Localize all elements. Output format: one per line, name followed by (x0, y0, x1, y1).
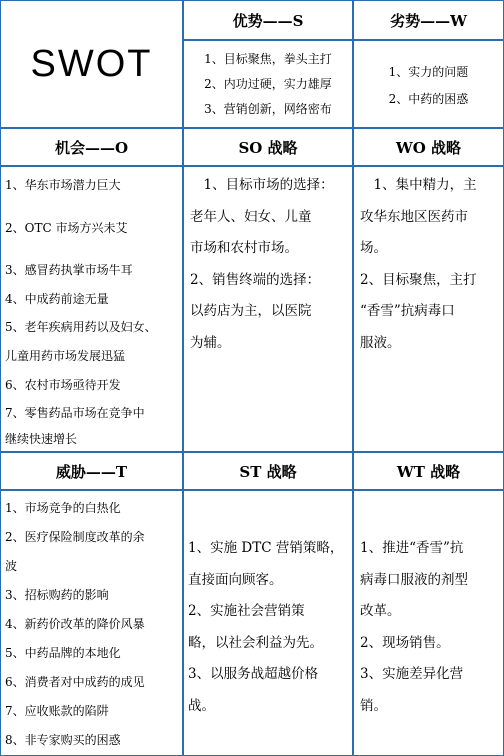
wo-line: 2、目标聚焦，主打 (360, 271, 477, 288)
wt-strategy-header (353, 452, 504, 490)
threat-item: 3、招标购药的影响 (5, 588, 109, 602)
st-line: 2、实施社会营销策 (188, 603, 305, 619)
so-line: 老年人、妇女、儿童 (190, 208, 312, 225)
st-line: 1、实施 DTC 营销策略， (188, 540, 344, 556)
strengths-header (183, 0, 353, 40)
so-line: 以药店为主，以医院 (190, 303, 312, 319)
threat-item: 7、应收账款的陷阱 (5, 704, 109, 718)
wo-line: “香雪”抗病毒口 (360, 303, 455, 319)
strength-item: 2、内功过硬，实力雄厚 (204, 77, 332, 91)
wt-line: 2、现场销售。 (360, 634, 450, 651)
weakness-item: 2、中药的困惑 (388, 92, 469, 106)
so-line: 为辅。 (190, 334, 231, 351)
wo-line: 服液。 (360, 334, 401, 351)
so-line: 2、销售终端的选择： (190, 271, 321, 288)
weaknesses-list (353, 40, 504, 128)
threat-item: 5、中药品牌的本地化 (5, 646, 121, 660)
st-strategy-header-label: ST 战略 (239, 462, 297, 481)
strength-item: 1、目标聚焦，拳头主打 (204, 52, 332, 66)
wt-strategy-header-label: WT 战略 (396, 462, 461, 481)
st-line: 直接面向顾客。 (188, 571, 283, 588)
opportunity-item: 儿童用药市场发展迅猛 (5, 348, 126, 363)
opportunity-item: 2、OTC 市场方兴未艾 (5, 220, 128, 235)
opportunity-item: 5、老年疾病用药以及妇女、 (5, 320, 157, 335)
so-strategy-text (183, 166, 353, 452)
swot-title-cell (0, 0, 183, 128)
st-line: 战。 (188, 697, 215, 714)
st-strategy-header (183, 452, 353, 490)
so-line: 1、目标市场的选择： (190, 177, 334, 193)
threat-item: 2、医疗保险制度改革的余 (5, 530, 145, 544)
swot-title: SWOT (30, 42, 153, 85)
opportunities-header (0, 128, 183, 166)
st-strategy-text (183, 490, 353, 756)
wo-line: 场。 (360, 240, 387, 256)
threats-header-label: 威胁——T (55, 462, 128, 481)
wo-strategy-header-label: WO 战略 (395, 138, 462, 157)
threat-item: 8、非专家购买的困惑 (5, 733, 121, 747)
threat-item: 6、消费者对中成药的成见 (5, 675, 145, 689)
opportunity-item: 7、零售药品市场在竞争中 (5, 406, 145, 421)
strengths-list (183, 40, 353, 128)
wt-line: 改革。 (360, 603, 401, 619)
st-line: 3、以服务战超越价格 (188, 666, 319, 682)
opportunity-item: 3、感冒药执掌市场牛耳 (5, 263, 133, 278)
wo-line: 攻华东地区医药市 (360, 208, 468, 225)
weakness-item: 1、实力的问题 (388, 65, 469, 79)
wo-line: 1、集中精力，主 (360, 177, 477, 193)
wt-line: 1、推进“香雪”抗 (360, 540, 464, 556)
so-strategy-header (183, 128, 353, 166)
opportunity-item: 继续快速增长 (5, 431, 78, 446)
opportunity-item: 1、华东市场潜力巨大 (5, 178, 121, 192)
wt-line: 销。 (360, 697, 387, 714)
opportunities-list (0, 166, 183, 452)
threat-item: 波 (5, 559, 18, 573)
wt-line: 病毒口服液的剂型 (360, 571, 468, 588)
wo-strategy-text (353, 166, 504, 452)
wo-strategy-header (353, 128, 504, 166)
opportunity-item: 4、中成药前途无量 (5, 291, 109, 306)
wt-line: 3、实施差异化营 (360, 666, 464, 682)
wt-strategy-text (353, 490, 504, 756)
st-line: 略，以社会利益为先。 (188, 634, 323, 651)
threat-item: 1、市场竞争的白热化 (5, 501, 121, 515)
threats-header (0, 452, 183, 490)
threats-list (0, 490, 183, 756)
opportunity-item: 6、农村市场亟待开发 (5, 377, 121, 392)
weaknesses-header (353, 0, 504, 40)
strength-item: 3、营销创新，网络密布 (204, 102, 332, 116)
opportunities-header-label: 机会——O (54, 138, 129, 157)
so-strategy-header-label: SO 战略 (238, 138, 298, 157)
strengths-header-label: 优势——S (232, 11, 304, 30)
weaknesses-header-label: 劣势——W (390, 11, 467, 30)
so-line: 市场和农村市场。 (190, 240, 298, 256)
threat-item: 4、新药价改革的降价风暴 (5, 617, 145, 631)
